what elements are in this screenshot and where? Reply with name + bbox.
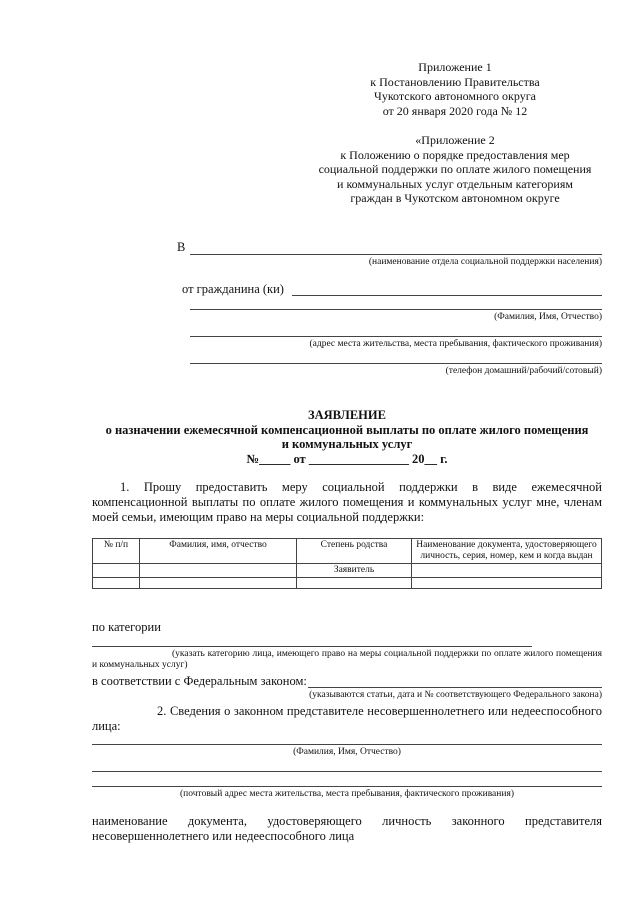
- to-line[interactable]: [190, 254, 602, 255]
- category-line[interactable]: [92, 646, 532, 647]
- col-relation: Степень родства: [297, 539, 412, 564]
- appendix2-line: социальной поддержки по оплате жилого помещения: [318, 162, 592, 176]
- family-table: [92, 538, 602, 589]
- name-caption: (Фамилия, Имя, Отчество): [494, 312, 602, 322]
- appendix2-block: [290, 133, 620, 206]
- title-subtitle: о назначении ежемесячной компенсационной выплаты по оплате жилого помещения: [105, 422, 589, 437]
- col-number: № п/п: [93, 539, 140, 564]
- section-2-text: 2. Сведения о законном представителе несовершеннолетнего или недееспособного лица:: [92, 704, 602, 733]
- table-header-row: [93, 539, 602, 564]
- table-cell[interactable]: [93, 578, 140, 589]
- appendix2-line: к Положению о порядке предоставления мер: [340, 147, 570, 162]
- table-row: [93, 578, 602, 589]
- rep-name-line[interactable]: [92, 744, 602, 745]
- appendix2-line: и коммунальных услуг отдельным категориям: [337, 176, 573, 191]
- table-cell[interactable]: [93, 564, 140, 578]
- to-label: В: [177, 240, 186, 254]
- appendix1-block: [290, 60, 620, 118]
- appendix1-line: от 20 января 2020 года № 12: [382, 103, 528, 118]
- table-cell[interactable]: [140, 564, 297, 578]
- table-cell[interactable]: [412, 578, 602, 589]
- rep-name-caption: (Фамилия, Имя, Отчество): [293, 747, 401, 757]
- category-label: по категории: [92, 620, 161, 634]
- law-caption: (указываются статьи, дата и № соответствующего Федерального закона): [309, 690, 602, 700]
- number-line: №_____ от ________________ 20__ г.: [246, 451, 448, 466]
- document-title: [92, 408, 602, 466]
- appendix1-line: Приложение 1: [418, 60, 492, 74]
- table-row: [93, 564, 602, 578]
- table-cell[interactable]: [297, 578, 412, 589]
- appendix2-line: «Приложение 2: [415, 133, 495, 147]
- phone-caption: (телефон домашний/рабочий/сотовый): [445, 366, 602, 376]
- appendix1-line: Чукотского автономного округа: [374, 89, 536, 103]
- phone-line[interactable]: [190, 363, 602, 364]
- title-subtitle: и коммунальных услуг: [281, 437, 413, 451]
- title-heading: ЗАЯВЛЕНИЕ: [308, 408, 386, 422]
- to-caption: (наименование отдела социальной поддержки населения): [368, 257, 602, 267]
- from-line[interactable]: [292, 295, 602, 296]
- name-line[interactable]: [190, 309, 602, 310]
- applicant-cell: Заявитель: [297, 564, 412, 578]
- appendix1-line: к Постановлению Правительства: [370, 74, 540, 89]
- category-caption: (указать категорию лица, имеющего право на меры социальной поддержки по оплате жилого помещения и коммунальных услуг): [92, 649, 602, 670]
- col-name: Фамилия, имя, отчество: [140, 539, 297, 564]
- rep-address-line[interactable]: [92, 786, 602, 787]
- address-caption: (адрес места жительства, места пребывания, фактического проживания): [309, 339, 602, 349]
- law-line[interactable]: [308, 687, 602, 688]
- appendix2-line: граждан в Чукотском автономном округе: [350, 191, 560, 205]
- paragraph-1: 1. Прошу предоставить меру социальной поддержки в виде ежемесячной компенсационной выплаты по оплате жилого помещения и коммунальных услуг мне, членам моей семьи, имеющим право на меры социальной поддержки:: [92, 480, 602, 524]
- law-label: в соответствии с Федеральным законом:: [92, 674, 307, 688]
- rep-address-caption: (почтовый адрес места жительства, места пребывания, фактического проживания): [180, 789, 514, 799]
- address-line[interactable]: [190, 336, 602, 337]
- table-cell[interactable]: [412, 564, 602, 578]
- from-label: от гражданина (ки): [182, 282, 284, 296]
- rep-document-text: наименование документа, удостоверяющего личность законного представителя несовершеннолетнего или недееспособного лица: [92, 814, 602, 843]
- col-document: Наименование документа, удостоверяющего личность, серия, номер, кем и когда выдан: [412, 539, 602, 564]
- table-cell[interactable]: [140, 578, 297, 589]
- rep-line[interactable]: [92, 771, 602, 772]
